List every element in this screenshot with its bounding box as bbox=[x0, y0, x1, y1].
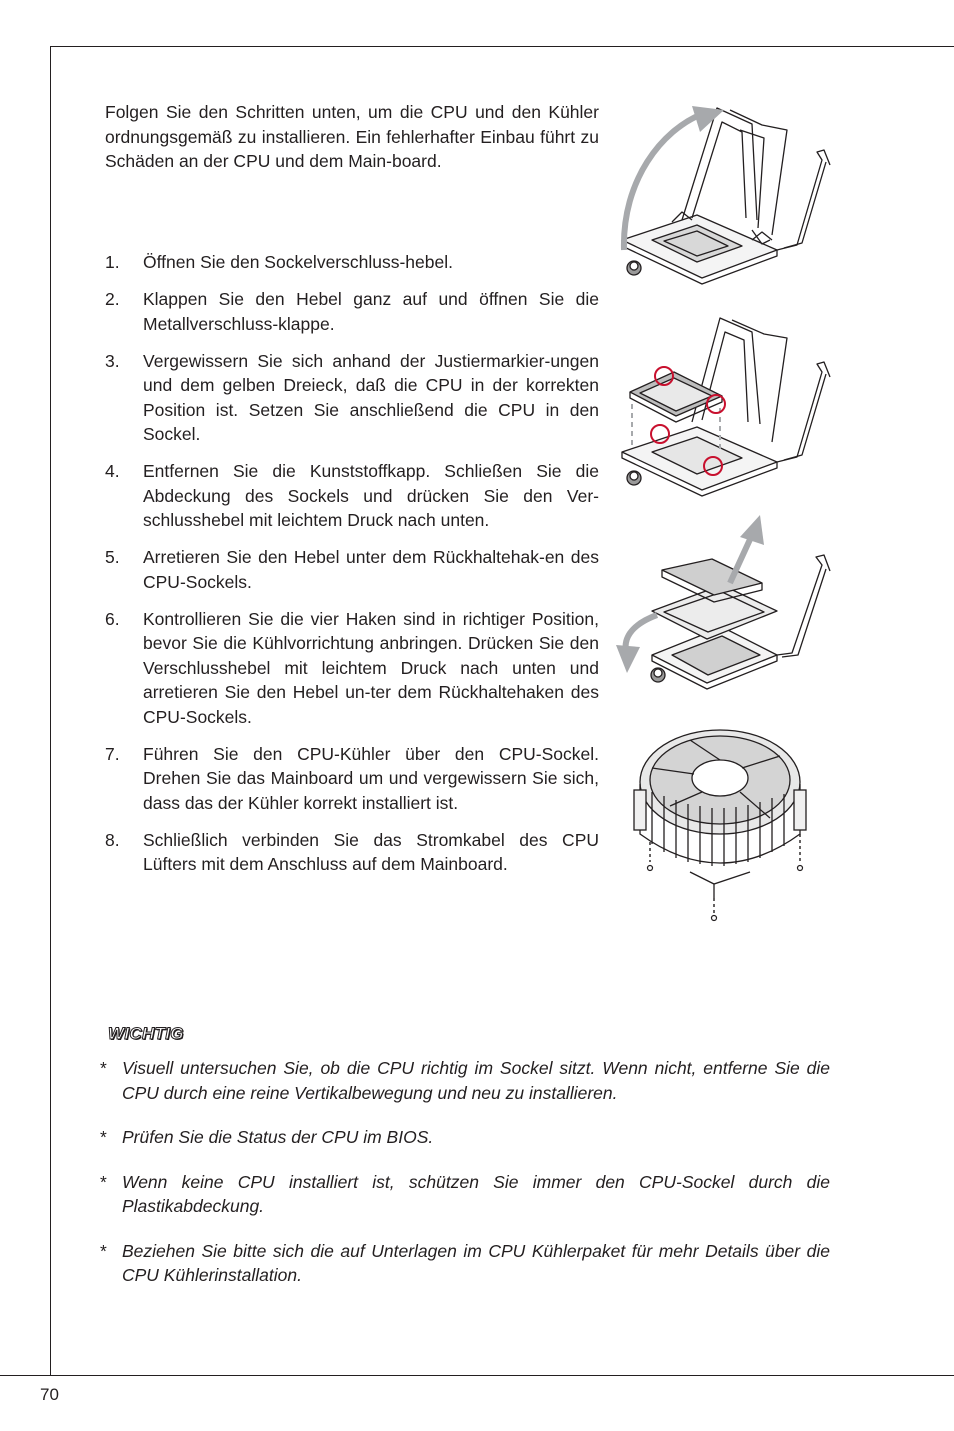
step-item bbox=[105, 742, 599, 816]
step-number: 3. bbox=[105, 350, 120, 371]
note-item bbox=[100, 1056, 830, 1105]
step-text: Vergewissern Sie sich anhand der Justiermarkier-ungen und dem gelben Dreieck, daß die CPU in der korrekten Position ist. Setzen Sie anschließend die CPU in den Sockel. bbox=[143, 350, 599, 444]
step-text: Öffnen Sie den Sockelverschluss-hebel. bbox=[143, 252, 453, 272]
socket-lever-open-illustration bbox=[612, 100, 842, 285]
note-bullet: * bbox=[100, 1127, 107, 1147]
step-item bbox=[105, 607, 599, 730]
page-frame-left bbox=[50, 46, 51, 1376]
note-text: Visuell untersuchen Sie, ob die CPU richtig im Sockel sitzt. Wenn nicht, entferne Sie die CPU durch eine reine Vertikalbewegung und neu zu installieren. bbox=[122, 1058, 830, 1103]
step-text: Entfernen Sie die Kunststoffkapp. Schließen Sie die Abdeckung des Sockels und drücken Sie den Ver-schlusshebel mit leichtem Druck nach unten. bbox=[143, 461, 599, 530]
cpu-alignment-illustration bbox=[612, 312, 842, 497]
step-item bbox=[105, 459, 599, 533]
step-text: Führen Sie den CPU-Kühler über den CPU-Sockel. Drehen Sie das Mainboard um und vergewissern Sie sich, dass das der Kühler korrekt installiert ist. bbox=[143, 743, 599, 813]
page-frame-top bbox=[50, 46, 954, 47]
step-text: Klappen Sie den Hebel ganz auf und öffnen Sie die Metallverschluss-klappe. bbox=[143, 289, 599, 334]
installation-steps bbox=[105, 250, 599, 889]
cpu-cooler-illustration bbox=[630, 722, 830, 922]
step-number: 4. bbox=[105, 461, 120, 481]
step-item bbox=[105, 828, 599, 877]
note-item bbox=[100, 1239, 830, 1288]
page-frame-bottom bbox=[0, 1375, 954, 1376]
step-item bbox=[105, 287, 599, 336]
note-bullet: * bbox=[100, 1171, 107, 1192]
step-text: Kontrollieren Sie die vier Haken sind in richtiger Position, bevor Sie die Kühlvorrichtung anbringen. Drücken Sie den Verschlusshebel mit leichtem Druck nach unten und arretieren Sie den Hebel un-ter dem Rückhaltehaken des CPU-Sockels. bbox=[143, 608, 599, 727]
step-item bbox=[105, 349, 599, 447]
socket-cover-close-illustration bbox=[612, 515, 842, 695]
step-number: 2. bbox=[105, 289, 120, 309]
note-item bbox=[100, 1170, 830, 1219]
note-bullet: * bbox=[100, 1240, 107, 1261]
step-text: Arretieren Sie den Hebel unter dem Rückhaltehak-en des CPU-Sockels. bbox=[143, 547, 599, 592]
note-text: Beziehen Sie bitte sich die auf Unterlagen im CPU Kühlerpaket für mehr Details über die CPU Kühlerinstallation. bbox=[122, 1240, 830, 1285]
step-number: 7. bbox=[105, 743, 120, 764]
note-bullet: * bbox=[100, 1058, 107, 1078]
step-text: Schließlich verbinden Sie das Stromkabel des CPU Lüfters mit dem Anschluss auf dem Mainboard. bbox=[143, 829, 599, 874]
note-item bbox=[100, 1125, 830, 1150]
intro-paragraph: Folgen Sie den Schritten unten, um die CPU und den Kühler ordnungsgemäß zu installieren. Ein fehlerhafter Einbau führt zu Schäden an der CPU und dem Main-board. bbox=[105, 102, 599, 171]
step-item bbox=[105, 545, 599, 594]
step-number: 1. bbox=[105, 252, 120, 272]
important-notes bbox=[100, 1056, 830, 1308]
note-text: Prüfen Sie die Status der CPU im BIOS. bbox=[122, 1127, 434, 1147]
important-heading: WICHTIG bbox=[108, 1024, 184, 1043]
page-number: 70 bbox=[40, 1385, 59, 1404]
note-text: Wenn keine CPU installiert ist, schützen Sie immer den CPU-Sockel durch die Plastikabdeckung. bbox=[122, 1171, 830, 1216]
step-number: 6. bbox=[105, 608, 120, 629]
step-number: 8. bbox=[105, 829, 120, 850]
step-number: 5. bbox=[105, 547, 120, 567]
step-item bbox=[105, 250, 599, 275]
